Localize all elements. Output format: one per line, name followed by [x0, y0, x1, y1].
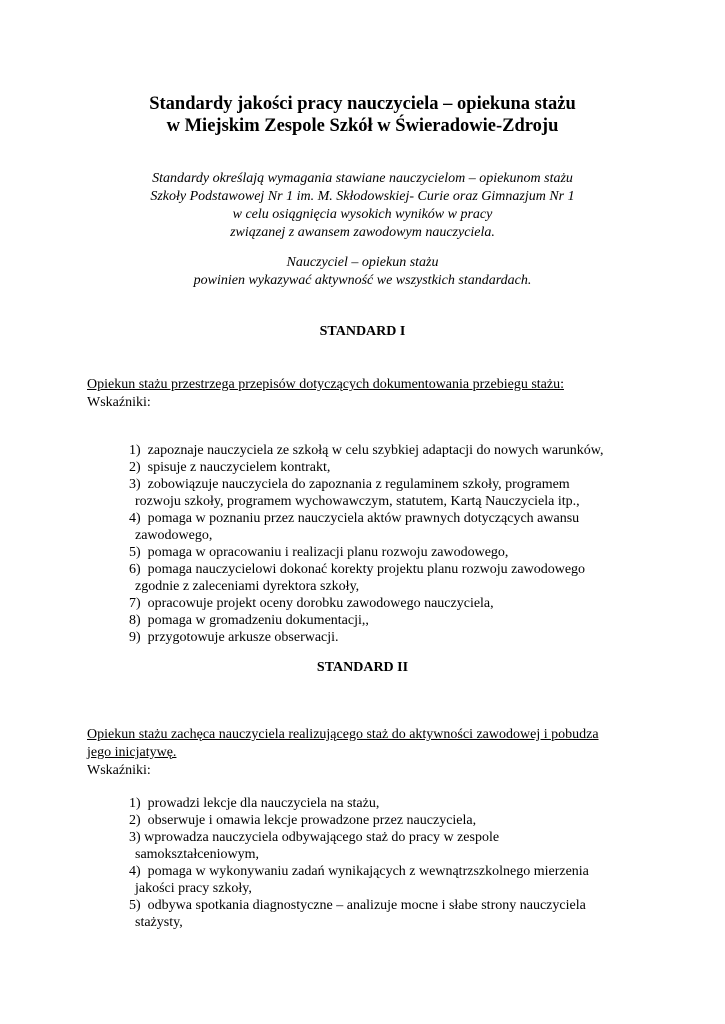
item-number: 4) — [129, 511, 141, 526]
item-text: wprowadza nauczyciela odbywającego staż do pracy w zespole — [144, 830, 500, 845]
item-number: 2) — [129, 460, 141, 475]
standard-2-description — [87, 726, 647, 744]
list-item — [129, 476, 649, 510]
list-item — [129, 544, 649, 561]
item-text: spisuje z nauczycielem kontrakt, — [147, 460, 331, 475]
item-number: 2) — [129, 813, 141, 828]
item-number: 3) — [129, 830, 141, 845]
item-text-continued: rozwoju szkoły, programem wychowawczym, statutem, Kartą Nauczyciela itp., — [135, 494, 580, 509]
intro-line-3: w celu osiągnięcia wysokich wyników w pracy — [232, 207, 493, 222]
intro-line-5: Nauczyciel – opiekun stażu — [286, 255, 439, 270]
item-text: pomaga w opracowaniu i realizacji planu rozwoju zawodowego, — [147, 545, 509, 560]
list-item — [129, 595, 649, 612]
standard-1-indicator-list — [129, 442, 649, 646]
item-text: prowadzi lekcje dla nauczyciela na stażu, — [147, 796, 380, 811]
standard-2-heading: STANDARD II — [316, 660, 409, 675]
item-text: opracowuje projekt oceny dorobku zawodowego nauczyciela, — [147, 596, 494, 611]
list-item — [129, 612, 649, 629]
list-item — [129, 829, 649, 863]
intro-line-6: powinien wykazywać aktywność we wszystkich standardach. — [193, 273, 532, 288]
item-text-continued: stażysty, — [135, 915, 183, 930]
item-number: 1) — [129, 796, 141, 811]
item-number: 3) — [129, 477, 141, 492]
list-item — [129, 561, 649, 595]
list-item — [129, 812, 649, 829]
standard-2-indicators-label: Wskaźniki: — [87, 763, 151, 778]
standard-2-description-line-2: jego inicjatywę. — [87, 745, 177, 760]
document-title-line-1: Standardy jakości pracy nauczyciela – opiekuna stażu — [149, 94, 576, 114]
item-text: pomaga nauczycielowi dokonać korekty projektu planu rozwoju zawodowego — [147, 562, 586, 577]
standard-1-heading: STANDARD I — [319, 324, 406, 339]
item-number: 4) — [129, 864, 141, 879]
item-number: 5) — [129, 545, 141, 560]
item-number: 7) — [129, 596, 141, 611]
item-number: 9) — [129, 630, 141, 645]
item-text: pomaga w poznaniu przez nauczyciela aktów prawnych dotyczących awansu — [147, 511, 580, 526]
list-item — [129, 897, 649, 931]
item-text: pomaga w wykonywaniu zadań wynikających z wewnątrzszkolnego mierzenia — [147, 864, 589, 879]
item-text: odbywa spotkania diagnostyczne – analizuje mocne i słabe strony nauczyciela — [147, 898, 586, 913]
item-text: obserwuje i omawia lekcje prowadzone przez nauczyciela, — [147, 813, 477, 828]
item-text-continued: zgodnie z zaleceniami dyrektora szkoły, — [135, 579, 360, 594]
standard-1-description — [87, 376, 647, 394]
item-text: pomaga w gromadzeniu dokumentacji,, — [147, 613, 369, 628]
item-number: 1) — [129, 443, 141, 458]
standard-2-description-line-1: Opiekun stażu zachęca nauczyciela realizującego staż do aktywności zawodowej i pobudza — [87, 727, 599, 742]
intro-line-4: związanej z awansem zawodowym nauczyciela. — [230, 225, 495, 240]
standard-1-indicators-label: Wskaźniki: — [87, 395, 151, 410]
list-item — [129, 629, 649, 646]
list-item — [129, 795, 649, 812]
standard-2-indicator-list — [129, 795, 649, 931]
document-title-line-2: w Miejskim Zespole Szkół w Świeradowie-Zdroju — [166, 116, 559, 136]
item-number: 5) — [129, 898, 141, 913]
item-number: 8) — [129, 613, 141, 628]
item-text-continued: jakości pracy szkoły, — [135, 881, 252, 896]
item-text: zapoznaje nauczyciela ze szkołą w celu szybkiej adaptacji do nowych warunków, — [147, 443, 604, 458]
item-text: przygotowuje arkusze obserwacji. — [147, 630, 339, 645]
item-number: 6) — [129, 562, 141, 577]
list-item — [129, 459, 649, 476]
intro-line-2: Szkoły Podstawowej Nr 1 im. M. Skłodowskiej- Curie oraz Gimnazjum Nr 1 — [150, 189, 575, 204]
intro-line-1: Standardy określają wymagania stawiane nauczycielom – opiekunom stażu — [152, 171, 573, 186]
list-item — [129, 863, 649, 897]
standard-2-description-cont — [87, 744, 647, 762]
item-text: zobowiązuje nauczyciela do zapoznania z regulaminem szkoły, programem — [147, 477, 570, 492]
standard-1-description-text: Opiekun stażu przestrzega przepisów dotyczących dokumentowania przebiegu stażu: — [87, 377, 564, 392]
item-text-continued: zawodowego, — [135, 528, 213, 543]
item-text-continued: samokształceniowym, — [135, 847, 260, 862]
list-item — [129, 510, 649, 544]
list-item — [129, 442, 649, 459]
